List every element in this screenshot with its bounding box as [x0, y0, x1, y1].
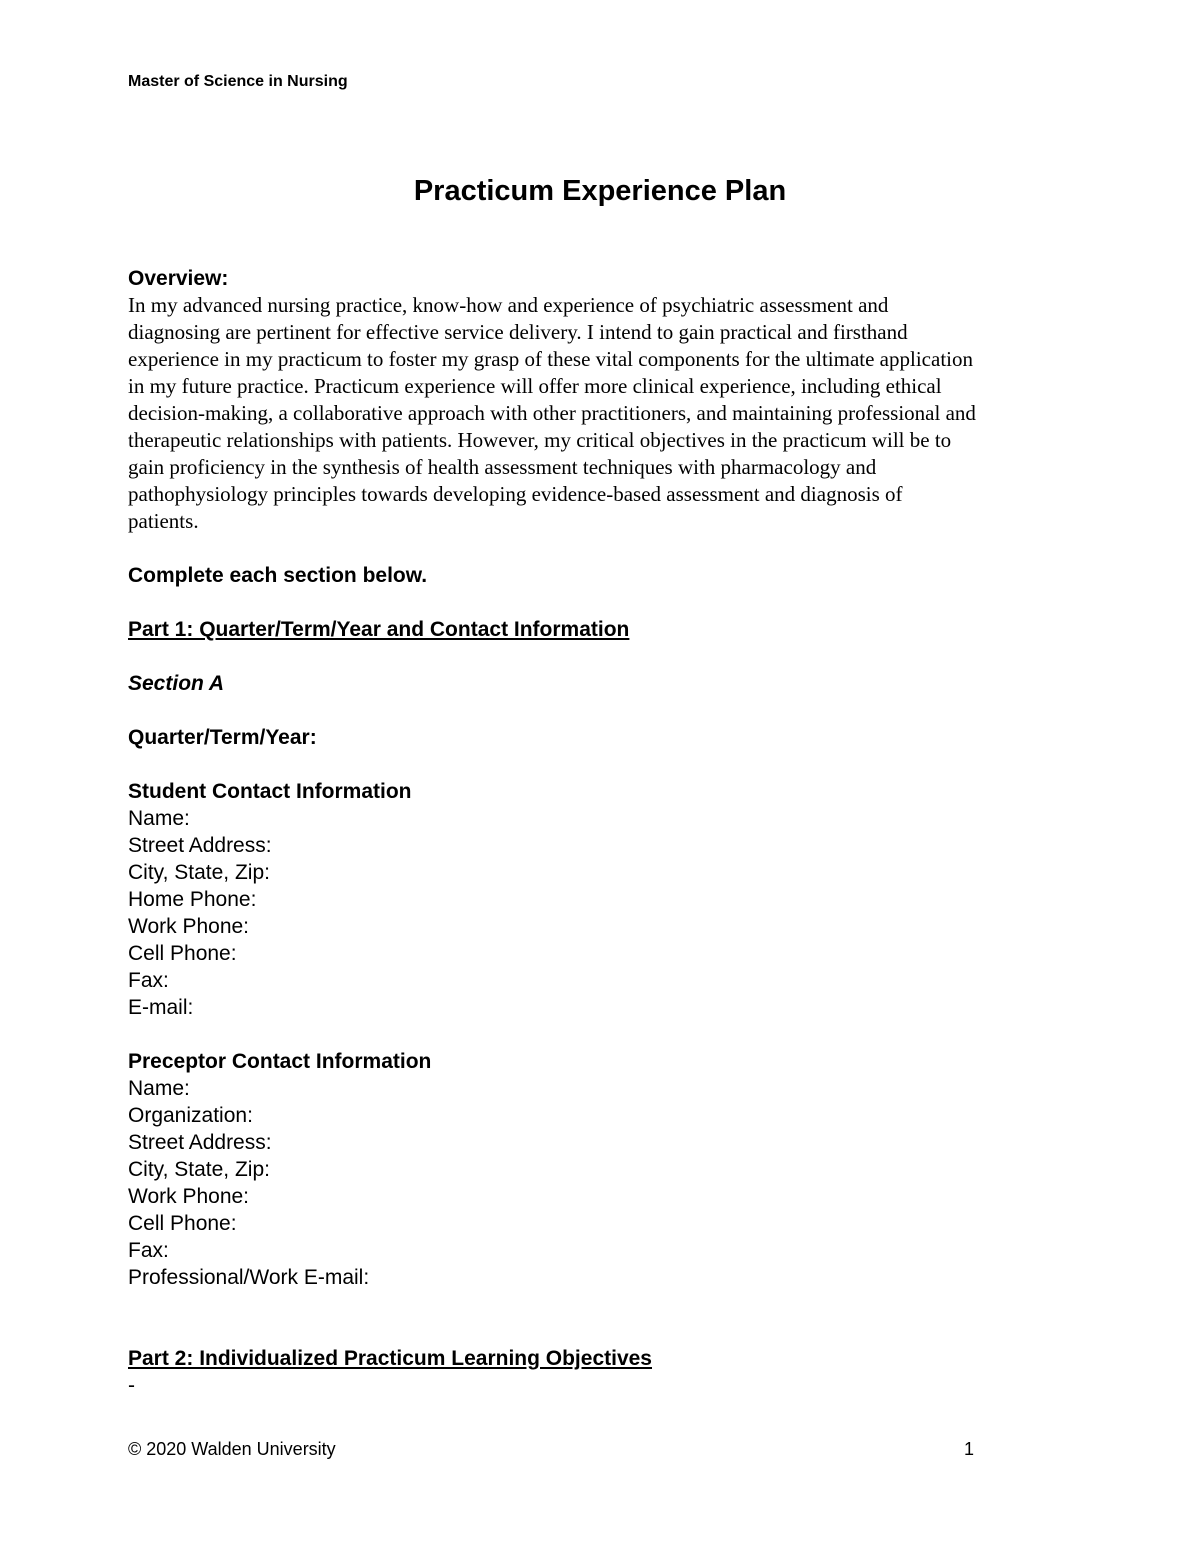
overview-paragraph	[128, 292, 1088, 535]
preceptor-city-state-zip-field: City, State, Zip:	[128, 1158, 270, 1181]
objective-bullet: -	[128, 1374, 135, 1397]
overview-line: gain proficiency in the synthesis of health assessment techniques with pharmacology and	[128, 455, 877, 479]
part2-heading: Part 2: Individualized Practicum Learning Objectives	[128, 1347, 652, 1370]
student-home-phone-field: Home Phone:	[128, 888, 257, 911]
overview-line: patients.	[128, 509, 199, 533]
document-title: Practicum Experience Plan	[413, 175, 787, 207]
preceptor-contact-heading: Preceptor Contact Information	[128, 1050, 432, 1073]
overview-line: in my future practice. Practicum experience will offer more clinical experience, including ethical	[128, 374, 942, 398]
part1-heading: Part 1: Quarter/Term/Year and Contact Information	[128, 618, 630, 641]
overview-line: In my advanced nursing practice, know-how and experience of psychiatric assessment and	[128, 293, 889, 317]
student-name-field: Name:	[128, 807, 190, 830]
student-contact-heading: Student Contact Information	[128, 780, 412, 803]
preceptor-street-address-field: Street Address:	[128, 1131, 272, 1154]
overview-line: diagnosing are pertinent for effective service delivery. I intend to gain practical and firsthand	[128, 320, 908, 344]
student-work-phone-field: Work Phone:	[128, 915, 250, 938]
student-email-field: E-mail:	[128, 996, 194, 1019]
overview-heading: Overview:	[128, 267, 229, 290]
preceptor-work-phone-field: Work Phone:	[128, 1185, 250, 1208]
preceptor-email-field: Professional/Work E-mail:	[128, 1266, 370, 1289]
section-a-label: Section A	[128, 672, 225, 695]
quarter-term-year-label: Quarter/Term/Year:	[128, 726, 317, 749]
overview-line: pathophysiology principles towards developing evidence-based assessment and diagnosis of	[128, 482, 903, 506]
preceptor-organization-field: Organization:	[128, 1104, 253, 1127]
student-cell-phone-field: Cell Phone:	[128, 942, 237, 965]
running-header: Master of Science in Nursing	[128, 73, 348, 90]
page-number: 1	[964, 1439, 975, 1459]
student-city-state-zip-field: City, State, Zip:	[128, 861, 270, 884]
overview-line: experience in my practicum to foster my grasp of these vital components for the ultimate application	[128, 347, 973, 371]
overview-line: decision-making, a collaborative approach with other practitioners, and maintaining professional and	[128, 401, 976, 425]
preceptor-name-field: Name:	[128, 1077, 190, 1100]
instruction-text: Complete each section below.	[128, 564, 428, 587]
footer-copyright: © 2020 Walden University	[128, 1439, 336, 1459]
overview-line: therapeutic relationships with patients. However, my critical objectives in the practicum will be to	[128, 428, 952, 452]
preceptor-fax-field: Fax:	[128, 1239, 169, 1262]
student-fax-field: Fax:	[128, 969, 169, 992]
student-street-address-field: Street Address:	[128, 834, 272, 857]
document-body	[128, 265, 1088, 1399]
preceptor-cell-phone-field: Cell Phone:	[128, 1212, 237, 1235]
